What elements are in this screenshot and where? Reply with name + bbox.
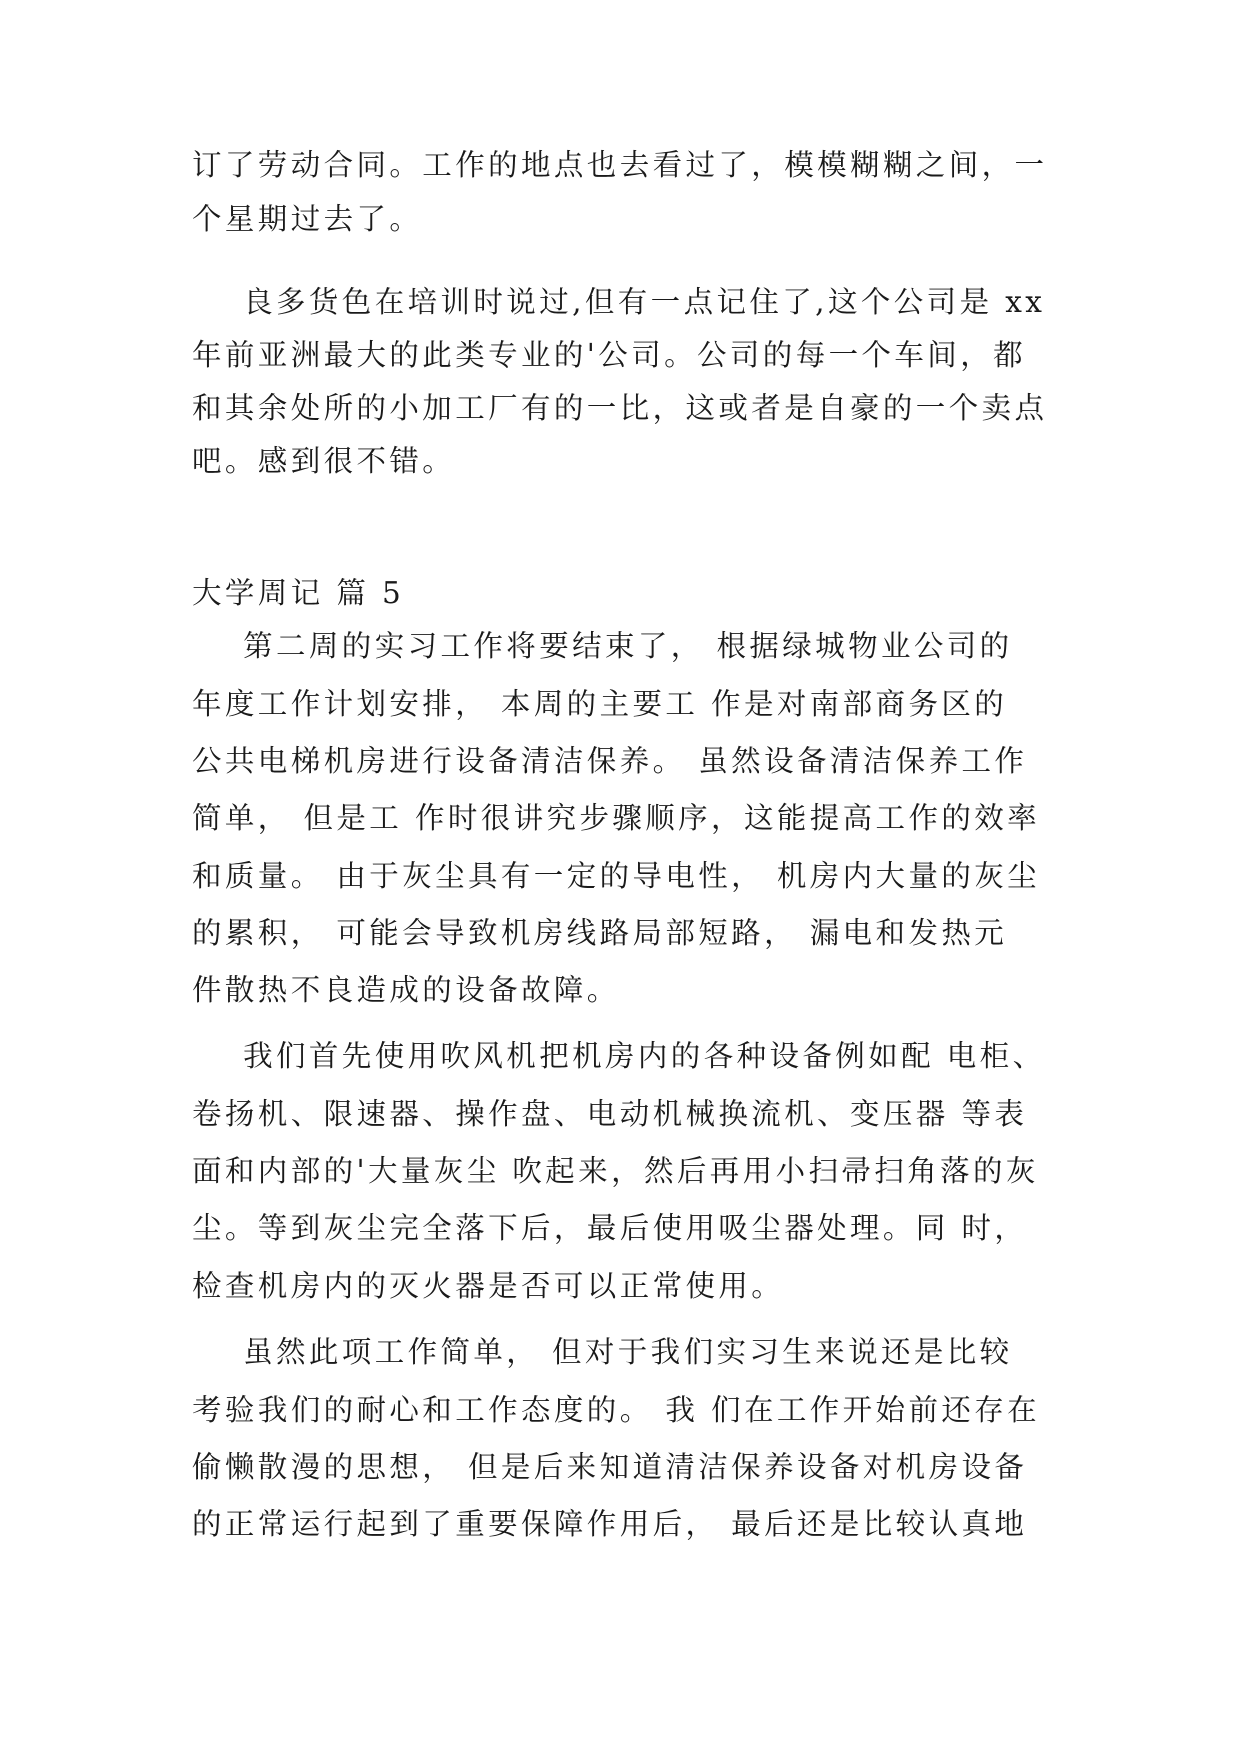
text-line: 考验我们的耐心和工作态度的。 我 们在工作开始前还存在	[192, 1393, 1041, 1427]
text-line: 的累积， 可能会导致机房线路局部短路， 漏电和发热元	[192, 916, 1008, 950]
text-line: 虽然此项工作简单， 但对于我们实习生来说还是比较	[192, 1335, 1013, 1369]
text-line: 件散热不良造成的设备故障。	[192, 973, 620, 1007]
text-line: 卷扬机、限速器、操作盘、电动机械换流机、变压器 等表	[192, 1097, 1028, 1131]
text-line: 良多货色在培训时说过,但有一点记住了,这个公司是 xx	[192, 285, 1046, 319]
text-line: 检查机房内的灭火器是否可以正常使用。	[192, 1269, 785, 1303]
text-line: 尘。等到灰尘完全落下后，最后使用吸尘器处理。同 时，	[192, 1211, 1028, 1245]
text-line: 面和内部的'大量灰尘 吹起来，然后再用小扫帚扫角落的灰	[192, 1154, 1039, 1188]
text-line: 我们首先使用吹风机把机房内的各种设备例如配 电柜、	[192, 1039, 1046, 1073]
text-line: 年度工作计划安排， 本周的主要工 作是对南部商务区的	[192, 687, 1008, 721]
text-line: 年前亚洲最大的此类专业的'公司。公司的每一个车间，都	[192, 338, 1027, 372]
text-line: 和质量。 由于灰尘具有一定的导电性， 机房内大量的灰尘	[192, 859, 1041, 893]
text-line: 公共电梯机房进行设备清洁保养。 虽然设备清洁保养工作	[192, 744, 1028, 778]
text-line: 偷懒散漫的思想， 但是后来知道清洁保养设备对机房设备	[192, 1450, 1028, 1484]
text-line: 第二周的实习工作将要结束了， 根据绿城物业公司的	[192, 629, 1013, 663]
text-line: 个星期过去了。	[192, 202, 423, 236]
text-line: 吧。感到很不错。	[192, 444, 456, 478]
section-heading: 大学周记 篇 5	[192, 576, 405, 610]
text-line: 的正常运行起到了重要保障作用后， 最后还是比较认真地	[192, 1507, 1028, 1541]
text-line: 和其余处所的小加工厂有的一比，这或者是自豪的一个卖点	[192, 391, 1048, 425]
text-line: 订了劳动合同。工作的地点也去看过了，模模糊糊之间，一	[192, 148, 1048, 182]
text-line: 简单， 但是工 作时很讲究步骤顺序，这能提高工作的效率	[192, 801, 1041, 835]
